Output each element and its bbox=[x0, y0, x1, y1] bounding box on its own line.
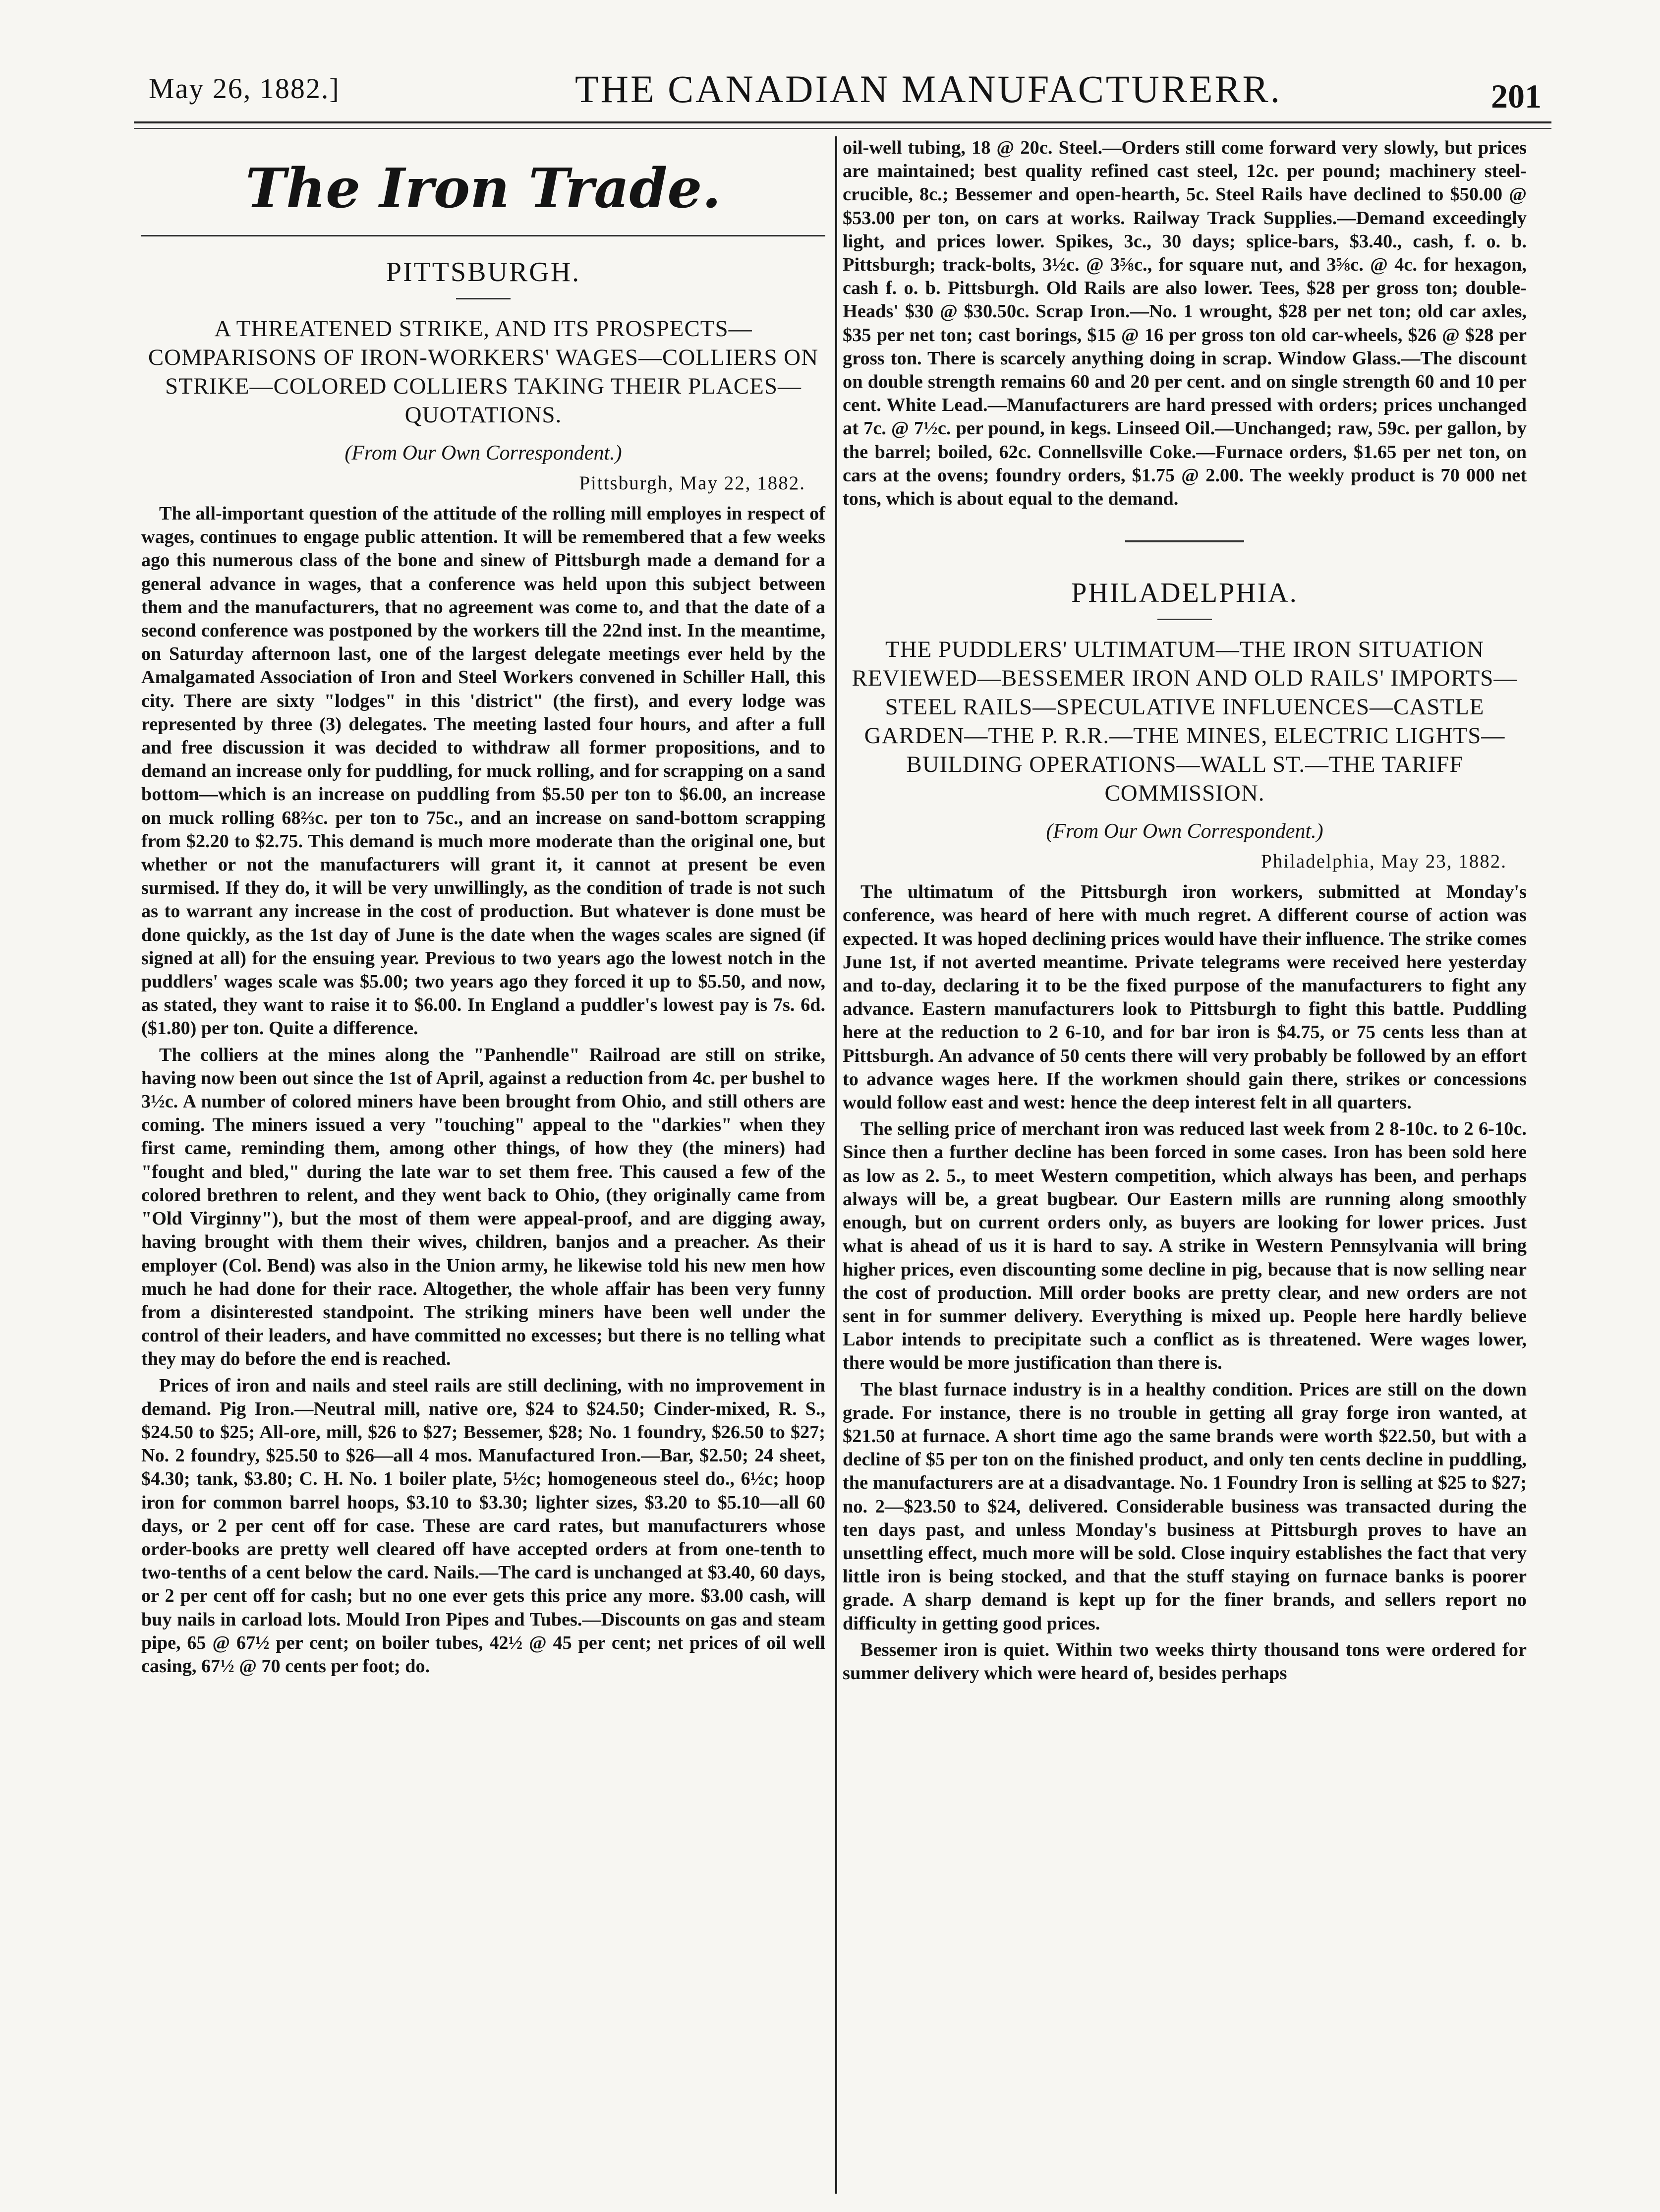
section-separator bbox=[1125, 540, 1244, 542]
column-divider bbox=[835, 136, 837, 2194]
short-rule bbox=[1157, 619, 1212, 620]
right-column bbox=[843, 136, 1527, 1688]
header-rule-thin bbox=[134, 128, 1551, 129]
philadelphia-dateline: Philadelphia, May 23, 1882. bbox=[1261, 851, 1507, 873]
section-rule bbox=[141, 235, 825, 236]
pittsburgh-heading: PITTSBURGH. bbox=[386, 257, 581, 288]
article-paragraph-continued: oil-well tubing, 18 @ 20c. Steel.—Orders still come forward very slowly, but prices are maintained; best quality refined cast steel, 12c. per pound; machinery steel-crucible, 8c.; Bessemer and open-hearth, 5c. Steel Rails have declined to $50.00 @ $53.00 per ton, on cars at works. Railway Track Supplies.—Demand exceedingly light, and prices lower. Spikes, 3c., 30 days; splice-bars, $3.40., cash, f. o. b. Pittsburgh; track-bolts, 3½c. @ 3⅝c., for square nut, and 3⅝c. @ 4c. for hexagon, cash f. o. b. Pittsburgh. Old Rails are also lower. Tees, $28 per gross ton; double-Heads' $30 @ $30.50c. Scrap Iron.—No. 1 wrought, $28 per net ton; old car axles, $35 per net ton; cast borings, $15 @ 16 per gross ton old car-wheels, $26 @ $28 per gross ton. There is scarcely anything doing in scrap. Window Glass.—The discount on double strength remains 60 and 20 per cent. and on single strength 60 and 10 per cent. White Lead.—Manufacturers are hard pressed with orders; prices unchanged at 7c. @ 7½c. per pound, in kegs. Linseed Oil.—Unchanged; raw, 59c. per gallon, by the barrel; boiled, 62c. Connellsville Coke.—Furnace orders, $1.65 per net ton, on cars at the ovens; foundry orders, $1.75 @ 2.00. The weekly product is 70 000 net tons, which is about equal to the demand. bbox=[843, 137, 1527, 510]
page-number: 201 bbox=[1491, 77, 1542, 115]
issue-date: May 26, 1882.] bbox=[149, 72, 340, 105]
left-column bbox=[141, 136, 825, 1681]
pittsburgh-subheading: A THREATENED STRIKE, AND ITS PROSPECTS—COMPARISONS OF IRON-WORKERS' WAGES—COLLIERS ON STRIKE—COLORED COLLIERS TAKING THEIR PLACES—QUOTATIONS. bbox=[148, 316, 819, 428]
running-head bbox=[149, 67, 1546, 121]
article-paragraph: Prices of iron and nails and steel rails are still declining, with no improvement in demand. Pig Iron.—Neutral mill, native ore, $24 to $24.50; Cinder-mixed, R. S., $24.50 to $25; All-ore, mill, $26 to $27; Bessemer, $28; No. 1 foundry, $26.50 to $27; No. 2 foundry, $25.50 to $26—all 4 mos. Manufactured Iron.—Bar, $2.50; 24 sheet, $4.30; tank, $3.80; C. H. No. 1 boiler plate, 5½c; homogeneous steel do., 6½c; hoop iron for common barrel hoops, $3.10 to $3.30; lighter sizes, $3.20 to $5.10—all 60 days, or 2 per cent off for case. These are card rates, but manufacturers whose order-books are pretty well cleared off have accepted orders at from one-tenth to two-tenths of a cent below the card. Nails.—The card is unchanged at $3.40, 60 days, or 2 per cent off for cash; but no one ever gets this price any more. $3.00 cash, will buy nails in carload lots. Mould Iron Pipes and Tubes.—Discounts on gas and steam pipe, 65 @ 67½ per cent; on boiler tubes, 42½ @ 45 per cent; net prices of oil well casing, 67½ @ 70 cents per foot; do. bbox=[141, 1375, 825, 1677]
philadelphia-subheading: THE PUDDLERS' ULTIMATUM—THE IRON SITUATION REVIEWED—BESSEMER IRON AND OLD RAILS' IMPORTS—STEEL RAILS—SPECULATIVE INFLUENCES—CASTLE GARDEN—THE P. R.R.—THE MINES, ELECTRIC LIGHTS—BUILDING OPERATIONS—WALL ST.—THE TARIFF COMMISSION. bbox=[852, 637, 1518, 807]
article-paragraph: The selling price of merchant iron was reduced last week from 2 8-10c. to 2 6-10c. Since then a further decline has been forced in some cases. Iron has been sold here as low as 2. 5., to meet Western competition, which always has been, and perhaps always will be, a great bugbear. Our Eastern mills are running along smoothly enough, but on current orders only, as buyers are looking for lower prices. Just what is ahead of us it is hard to say. A strike in Western Pennsylvania will bring higher prices, even discounting some decline in pig, because that is now selling near the cost of production. Mill order books are pretty clear, and new orders are not sent in for summer delivery. Everything is mixed up. People here hardly believe Labor intends to precipitate such a conflict as is threatened. Were wages lower, there would be more justification than there is. bbox=[843, 1118, 1527, 1374]
short-rule bbox=[456, 298, 511, 299]
philadelphia-source: (From Our Own Correspondent.) bbox=[1046, 820, 1323, 843]
article-paragraph: The colliers at the mines along the "Panhendle" Railroad are still on strike, having now been out since the 1st of April, against a reduction from 4c. per bushel to 3½c. A number of colored miners have been brought from Ohio, and still others are coming. The miners issued a very "touching" appeal to the "darkies" when they first came, reminding them, among other things, of how they (the miners) had "fought and bled," during the late war to set them free. This caused a few of the colored brethren to relent, and they went back to Ohio, (they originally came from "Old Virginny"), but the most of them were appeal-proof, and are digging away, having brought with them their wives, children, banjos and a preacher. As their employer (Col. Bend) was also in the Union army, he likewise told his new men how much he had done for their race. Altogether, the whole affair has been very funny from a disinterested standpoint. The striking miners have been well under the control of their leaders, and have committed no excesses; but there is no telling what they may do before the end is reached. bbox=[141, 1044, 825, 1370]
pittsburgh-dateline: Pittsburgh, May 22, 1882. bbox=[579, 472, 805, 494]
publication-title: THE CANADIAN MANUFACTURERR. bbox=[575, 67, 1282, 111]
article-paragraph: The ultimatum of the Pittsburgh iron workers, submitted at Monday's conference, was heard of here with much regret. A different course of action was expected. It was hoped declining prices would have their influence. The strike comes June 1st, if not averted meantime. Private telegrams were received here yesterday and to-day, declaring it to be the fixed purpose of the manufacturers to fight any advance. Eastern manufacturers look to Pittsburgh to fight this battle. Puddling here at the reduction to 2 6-10, and for bar iron is $4.75, or 75 cents less than at Pittsburgh. An advance of 50 cents there will very probably be followed by an effort to advance wages here. If the workmen should gain there, strikes or concessions would follow east and west: hence the deep interest felt in all quarters. bbox=[843, 881, 1527, 1113]
section-title: The Iron Trade. bbox=[245, 156, 721, 220]
philadelphia-heading: PHILADELPHIA. bbox=[1071, 578, 1298, 609]
article-paragraph: The blast furnace industry is in a healthy condition. Prices are still on the down grade. For instance, there is no trouble in getting all gray forge iron wanted, at $21.50 at furnace. A short time ago the same brands were worth $22.50, but with a decline of $5 per ton on the finished product, and only ten cents decline in puddling, the manufacturers are at a disadvantage. No. 1 Foundry Iron is selling at $25 to $27; no. 2—$23.50 to $24, delivered. Considerable business was transacted during the ten days past, and unless Monday's business at Pittsburgh proves to have an unsettling effect, much more will be sold. Close inquiry establishes the fact that very little iron is being stocked, and that the stuff staying on furnace banks is poorer grade. A sharp demand is kept up for the finer brands, and sellers report no difficulty in getting good prices. bbox=[843, 1379, 1527, 1634]
article-paragraph: The all-important question of the attitude of the rolling mill employes in respect of wages, continues to engage public attention. It will be remembered that a few weeks ago this numerous class of the bone and sinew of Pittsburgh made a demand for a general advance in wages, that a conference was held upon this subject between them and the manufacturers, that no agreement was come to, and that the date of a second conference was postponed by the workers till the 22nd inst. In the meantime, on Saturday afternoon last, one of the largest delegate meetings ever held by the Amalgamated Association of Iron and Steel Workers convened in Schiller Hall, this city. There are sixty "lodges" in this 'district" (the first), and every lodge was represented by three (3) delegates. The meeting lasted four hours, and after a full and free discussion it was decided to withdraw all former propositions, and to demand an increase only for puddling, for muck rolling, and for scrapping on a sand bottom—which is an increase on puddling from $5.50 per ton to $6.00, an increase on muck rolling 68⅔c. per ton to 75c., and an increase on sand-bottom scrapping from $2.20 to $2.75. This demand is much more moderate than the original one, but whether or not the manufacturers will grant it, it cannot at present be even surmised. If they do, it will be very unwillingly, as the condition of trade is not such as to warrant any increase in the cost of production. But whatever is done must be done quickly, as the 1st day of June is the date when the wages scales are signed (if signed at all) for the ensuing year. Previous to two years ago the lowest notch in the puddlers' wages scale was $5.00; two years ago they forced it up to $5.50, and now, as stated, they want to raise it to $6.00. In England a puddler's lowest pay is 7s. 6d. ($1.80) per ton. Quite a difference. bbox=[141, 503, 825, 1039]
pittsburgh-source: (From Our Own Correspondent.) bbox=[344, 442, 622, 465]
header-rule bbox=[134, 121, 1551, 123]
article-paragraph: Bessemer iron is quiet. Within two weeks thirty thousand tons were ordered for summer delivery which were heard of, besides perhaps bbox=[843, 1639, 1527, 1684]
